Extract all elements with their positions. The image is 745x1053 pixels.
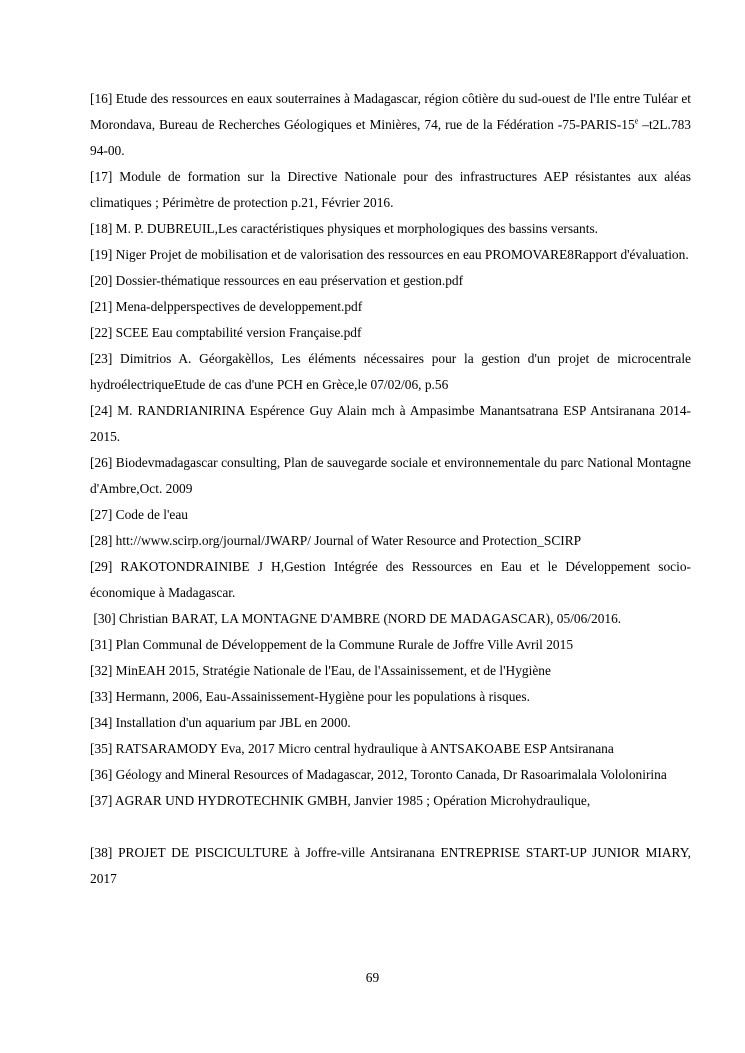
reference-entry-21: [21] Mena-delpperspectives de developpement.pdf [90, 299, 363, 314]
reference-entry-23: [23] Dimitrios A. Géorgakèllos, Les éléments nécessaires pour la gestion d'un projet de microcentrale hydroélectriqueEtude de cas d'une PCH en Grèce,le 07/02/06, p.56 [90, 351, 691, 392]
reference-entry-17: [17] Module de formation sur la Directive Nationale pour des infrastructures AEP résistantes aux aléas climatiques ; Périmètre de protection p.21, Février 2016. [90, 169, 691, 210]
reference-entry-22: [22] SCEE Eau comptabilité version Française.pdf [90, 325, 362, 340]
reference-entry-24: [24] M. RANDRIANIRINA Espérence Guy Alain mch à Ampasimbe Manantsatrana ESP Antsiranana 2014-2015. [90, 403, 691, 444]
reference-entry-16: [16] Etude des ressources en eaux souterraines à Madagascar, région côtière du sud-ouest de l'Ile entre Tuléar et Morondava, Bureau de Recherches Géologiques et Minières, 74, rue de la Fédération -75-PARIS-15e –t2L.783 94-00. [90, 91, 691, 158]
reference-entry-33: [33] Hermann, 2006, Eau-Assainissement-Hygiène pour les populations à risques. [90, 689, 530, 704]
reference-entry-36: [36] Géology and Mineral Resources of Madagascar, 2012, Toronto Canada, Dr Rasoarimalala Vololonirina [90, 767, 667, 782]
reference-entry-37: [37] AGRAR UND HYDROTECHNIK GMBH, Janvier 1985 ; Opération Microhydraulique, [90, 793, 591, 808]
reference-entry-19: [19] Niger Projet de mobilisation et de valorisation des ressources en eau PROMOVARE8Rapport d'évaluation. [90, 247, 689, 262]
reference-entry-34: [34] Installation d'un aquarium par JBL en 2000. [90, 715, 351, 730]
reference-entry-32: [32] MinEAH 2015, Stratégie Nationale de l'Eau, de l'Assainissement, et de l'Hygiène [90, 663, 551, 678]
reference-entry-18: [18] M. P. DUBREUIL,Les caractéristiques physiques et morphologiques des bassins versants. [90, 221, 599, 236]
reference-entry-28: [28] htt://www.scirp.org/journal/JWARP/ Journal of Water Resource and Protection_SCIRP [90, 533, 582, 548]
reference-entry-27: [27] Code de l'eau [90, 507, 188, 522]
reference-entry-38: [38] PROJET DE PISCICULTURE à Joffre-ville Antsiranana ENTREPRISE START-UP JUNIOR MIARY, 2017 [90, 845, 691, 886]
reference-list [90, 86, 691, 892]
reference-entry-35: [35] RATSARAMODY Eva, 2017 Micro central hydraulique à ANTSAKOABE ESP Antsiranana [90, 741, 614, 756]
reference-entry-31: [31] Plan Communal de Développement de la Commune Rurale de Joffre Ville Avril 2015 [90, 637, 574, 652]
reference-entry-30: [30] Christian BARAT, LA MONTAGNE D'AMBRE (NORD DE MADAGASCAR), 05/06/2016. [90, 611, 622, 626]
page-number: 69 [365, 970, 380, 985]
reference-entry-29: [29] RAKOTONDRAINIBE J H,Gestion Intégrée des Ressources en Eau et le Développement socio-économique à Madagascar. [90, 559, 691, 600]
reference-entry-26: [26] Biodevmadagascar consulting, Plan de sauvegarde sociale et environnementale du parc National Montagne d'Ambre,Oct. 2009 [90, 455, 691, 496]
reference-entry-20: [20] Dossier-thématique ressources en eau préservation et gestion.pdf [90, 273, 464, 288]
